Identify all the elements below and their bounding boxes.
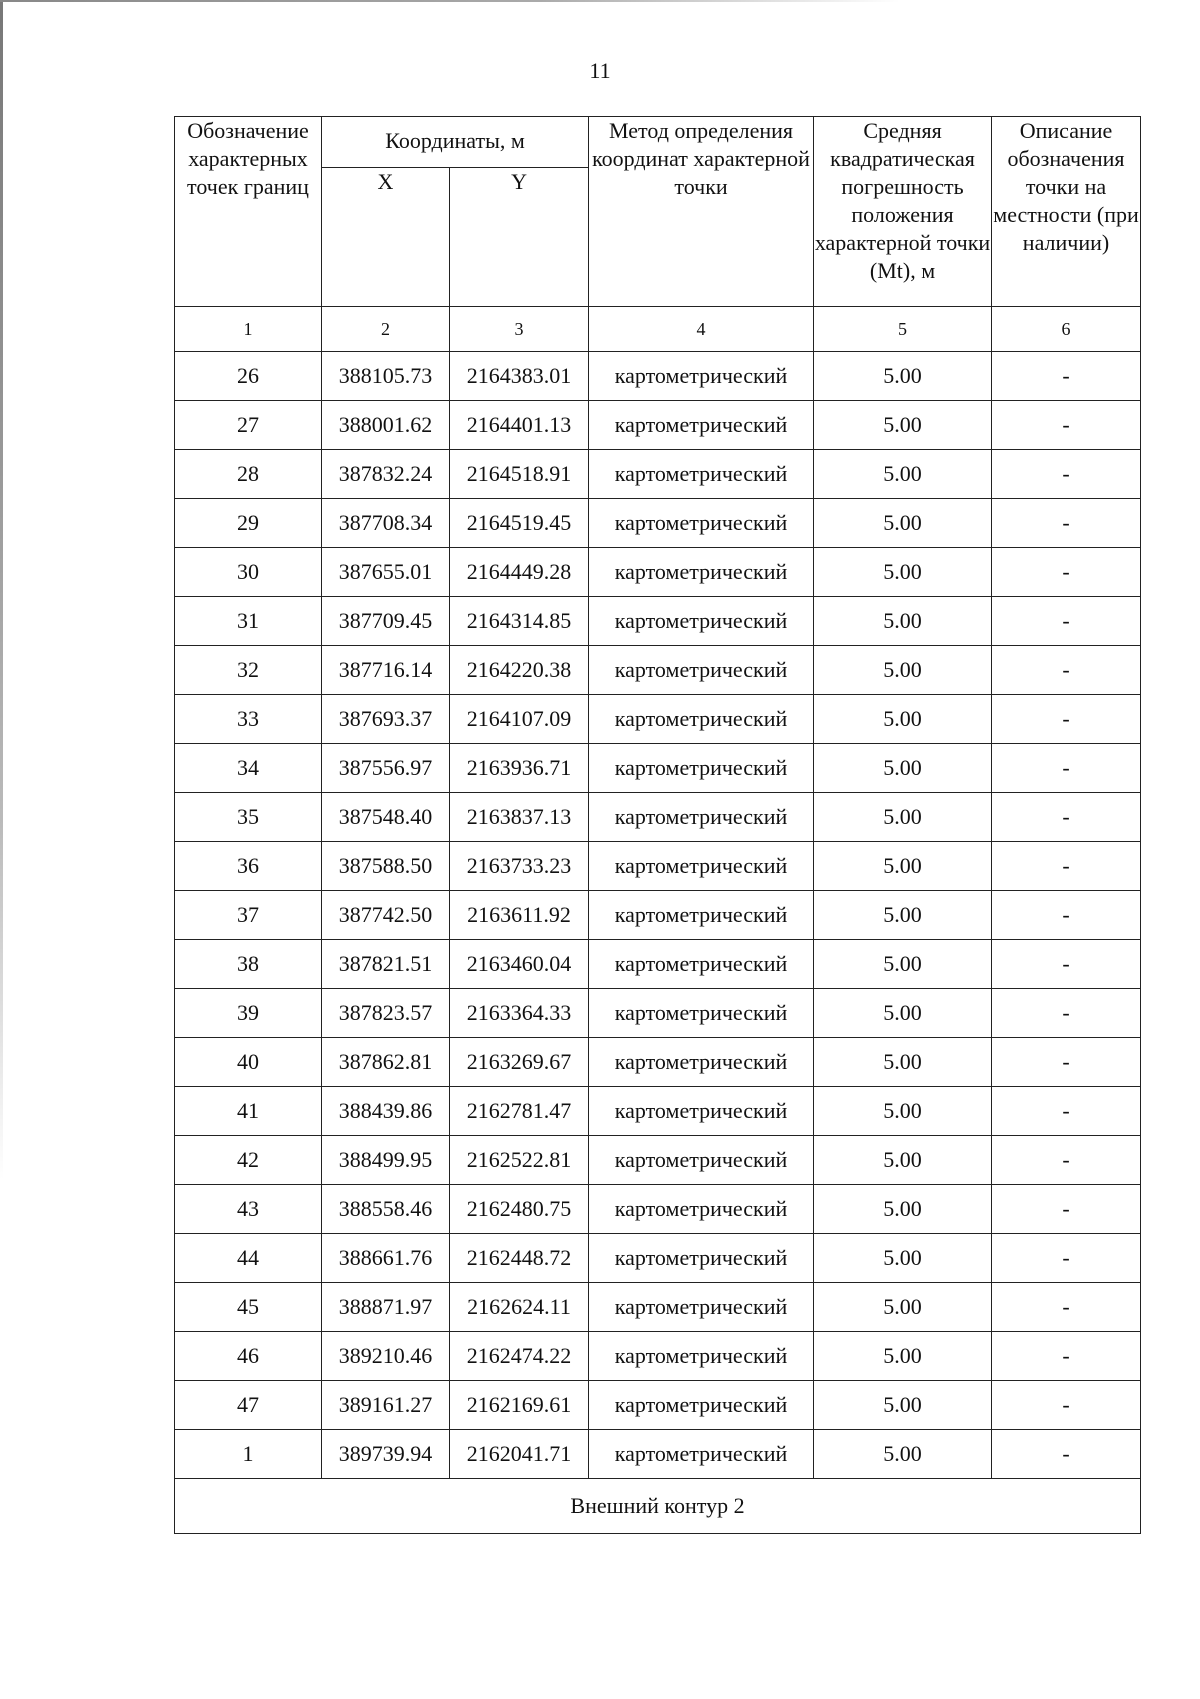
cell-error: 5.00 <box>814 1332 992 1381</box>
cell-y: 2162041.71 <box>450 1430 589 1479</box>
table-row <box>175 401 1141 450</box>
cell-description: - <box>992 401 1141 450</box>
cell-description: - <box>992 1087 1141 1136</box>
cell-description: - <box>992 842 1141 891</box>
cell-description: - <box>992 1136 1141 1185</box>
cell-y: 2164220.38 <box>450 646 589 695</box>
cell-error: 5.00 <box>814 1087 992 1136</box>
cell-description: - <box>992 793 1141 842</box>
cell-method: картометрический <box>589 744 814 793</box>
cell-description: - <box>992 1332 1141 1381</box>
cell-y: 2164518.91 <box>450 450 589 499</box>
column-number-row <box>175 307 1141 352</box>
cell-method: картометрический <box>589 1381 814 1430</box>
cell-method: картометрический <box>589 1038 814 1087</box>
cell-error: 5.00 <box>814 744 992 793</box>
cell-point: 40 <box>175 1038 322 1087</box>
table-row <box>175 793 1141 842</box>
cell-error: 5.00 <box>814 891 992 940</box>
table-row <box>175 1283 1141 1332</box>
coordinates-table <box>174 116 1141 1534</box>
table-row <box>175 744 1141 793</box>
column-number: 5 <box>814 307 992 352</box>
cell-y: 2163460.04 <box>450 940 589 989</box>
cell-method: картометрический <box>589 597 814 646</box>
table-row <box>175 842 1141 891</box>
cell-x: 387832.24 <box>322 450 450 499</box>
cell-y: 2163733.23 <box>450 842 589 891</box>
cell-error: 5.00 <box>814 1234 992 1283</box>
cell-error: 5.00 <box>814 548 992 597</box>
cell-y: 2164449.28 <box>450 548 589 597</box>
table-row <box>175 1038 1141 1087</box>
cell-error: 5.00 <box>814 793 992 842</box>
table-row <box>175 1430 1141 1479</box>
cell-error: 5.00 <box>814 1136 992 1185</box>
cell-x: 388558.46 <box>322 1185 450 1234</box>
scan-edge-top <box>0 0 900 2</box>
cell-method: картометрический <box>589 1332 814 1381</box>
table-body <box>175 352 1141 1479</box>
cell-description: - <box>992 989 1141 1038</box>
cell-error: 5.00 <box>814 842 992 891</box>
header-error: Средняя квадратическая погрешность положения характерной точки (Mt), м <box>814 117 992 307</box>
cell-method: картометрический <box>589 793 814 842</box>
cell-point: 46 <box>175 1332 322 1381</box>
column-number: 2 <box>322 307 450 352</box>
cell-x: 389161.27 <box>322 1381 450 1430</box>
cell-x: 389210.46 <box>322 1332 450 1381</box>
cell-description: - <box>992 1038 1141 1087</box>
cell-x: 388871.97 <box>322 1283 450 1332</box>
cell-x: 387693.37 <box>322 695 450 744</box>
cell-method: картометрический <box>589 989 814 1038</box>
column-number: 6 <box>992 307 1141 352</box>
contour-row <box>175 1479 1141 1534</box>
table-row <box>175 1234 1141 1283</box>
cell-method: картометрический <box>589 1136 814 1185</box>
cell-y: 2164107.09 <box>450 695 589 744</box>
cell-method: картометрический <box>589 1283 814 1332</box>
cell-method: картометрический <box>589 499 814 548</box>
table-row <box>175 1185 1141 1234</box>
header-point: Обозначение характерных точек границ <box>175 117 322 307</box>
cell-description: - <box>992 352 1141 401</box>
cell-error: 5.00 <box>814 1185 992 1234</box>
column-number: 3 <box>450 307 589 352</box>
cell-description: - <box>992 548 1141 597</box>
cell-error: 5.00 <box>814 989 992 1038</box>
table-row <box>175 989 1141 1038</box>
cell-y: 2162624.11 <box>450 1283 589 1332</box>
table-row <box>175 940 1141 989</box>
cell-y: 2163611.92 <box>450 891 589 940</box>
cell-point: 26 <box>175 352 322 401</box>
cell-description: - <box>992 695 1141 744</box>
cell-point: 45 <box>175 1283 322 1332</box>
cell-x: 387862.81 <box>322 1038 450 1087</box>
cell-point: 39 <box>175 989 322 1038</box>
cell-description: - <box>992 646 1141 695</box>
cell-y: 2162781.47 <box>450 1087 589 1136</box>
page-number: 11 <box>589 58 611 83</box>
cell-error: 5.00 <box>814 499 992 548</box>
cell-point: 34 <box>175 744 322 793</box>
cell-point: 37 <box>175 891 322 940</box>
cell-y: 2162448.72 <box>450 1234 589 1283</box>
cell-x: 387821.51 <box>322 940 450 989</box>
cell-error: 5.00 <box>814 695 992 744</box>
table-row <box>175 646 1141 695</box>
cell-point: 42 <box>175 1136 322 1185</box>
cell-point: 27 <box>175 401 322 450</box>
cell-point: 32 <box>175 646 322 695</box>
cell-method: картометрический <box>589 1185 814 1234</box>
cell-method: картометрический <box>589 646 814 695</box>
table-row <box>175 1087 1141 1136</box>
cell-error: 5.00 <box>814 1038 992 1087</box>
cell-point: 1 <box>175 1430 322 1479</box>
cell-description: - <box>992 499 1141 548</box>
cell-point: 30 <box>175 548 322 597</box>
cell-point: 29 <box>175 499 322 548</box>
table-row <box>175 1332 1141 1381</box>
table-row <box>175 891 1141 940</box>
cell-error: 5.00 <box>814 401 992 450</box>
cell-description: - <box>992 1430 1141 1479</box>
table-row <box>175 597 1141 646</box>
cell-point: 47 <box>175 1381 322 1430</box>
cell-y: 2163364.33 <box>450 989 589 1038</box>
column-number: 1 <box>175 307 322 352</box>
cell-error: 5.00 <box>814 1381 992 1430</box>
cell-x: 389739.94 <box>322 1430 450 1479</box>
header-y: Y <box>450 168 589 307</box>
cell-method: картометрический <box>589 842 814 891</box>
cell-y: 2163837.13 <box>450 793 589 842</box>
cell-method: картометрический <box>589 1234 814 1283</box>
cell-x: 388105.73 <box>322 352 450 401</box>
cell-method: картометрический <box>589 940 814 989</box>
column-number: 4 <box>589 307 814 352</box>
cell-error: 5.00 <box>814 1430 992 1479</box>
cell-x: 387716.14 <box>322 646 450 695</box>
cell-y: 2162169.61 <box>450 1381 589 1430</box>
table-row <box>175 499 1141 548</box>
cell-x: 388439.86 <box>322 1087 450 1136</box>
cell-y: 2164383.01 <box>450 352 589 401</box>
cell-point: 35 <box>175 793 322 842</box>
cell-y: 2162480.75 <box>450 1185 589 1234</box>
cell-x: 387556.97 <box>322 744 450 793</box>
cell-x: 387742.50 <box>322 891 450 940</box>
cell-error: 5.00 <box>814 352 992 401</box>
cell-method: картометрический <box>589 401 814 450</box>
cell-error: 5.00 <box>814 646 992 695</box>
cell-error: 5.00 <box>814 597 992 646</box>
cell-point: 31 <box>175 597 322 646</box>
cell-method: картометрический <box>589 548 814 597</box>
cell-y: 2162474.22 <box>450 1332 589 1381</box>
cell-point: 36 <box>175 842 322 891</box>
cell-method: картометрический <box>589 450 814 499</box>
cell-point: 43 <box>175 1185 322 1234</box>
cell-description: - <box>992 1381 1141 1430</box>
cell-x: 387655.01 <box>322 548 450 597</box>
header-method: Метод определения координат характерной точки <box>589 117 814 307</box>
cell-description: - <box>992 891 1141 940</box>
cell-y: 2164401.13 <box>450 401 589 450</box>
cell-description: - <box>992 1185 1141 1234</box>
cell-y: 2162522.81 <box>450 1136 589 1185</box>
cell-description: - <box>992 744 1141 793</box>
table-row <box>175 352 1141 401</box>
cell-x: 387588.50 <box>322 842 450 891</box>
cell-x: 387548.40 <box>322 793 450 842</box>
cell-x: 387823.57 <box>322 989 450 1038</box>
cell-error: 5.00 <box>814 1283 992 1332</box>
cell-method: картометрический <box>589 891 814 940</box>
cell-x: 387708.34 <box>322 499 450 548</box>
header-description: Описание обозначения точки на местности (при наличии) <box>992 117 1141 307</box>
cell-description: - <box>992 1283 1141 1332</box>
cell-description: - <box>992 1234 1141 1283</box>
table-row <box>175 1136 1141 1185</box>
header-x: X <box>322 168 450 307</box>
scan-edge-left <box>0 0 3 1180</box>
cell-method: картометрический <box>589 695 814 744</box>
cell-point: 28 <box>175 450 322 499</box>
header-coordinates: Координаты, м <box>322 117 589 168</box>
cell-point: 38 <box>175 940 322 989</box>
cell-x: 388661.76 <box>322 1234 450 1283</box>
cell-method: картометрический <box>589 1087 814 1136</box>
table-row <box>175 450 1141 499</box>
cell-description: - <box>992 597 1141 646</box>
table-row <box>175 695 1141 744</box>
table-row <box>175 548 1141 597</box>
cell-error: 5.00 <box>814 940 992 989</box>
cell-point: 44 <box>175 1234 322 1283</box>
cell-point: 33 <box>175 695 322 744</box>
cell-description: - <box>992 450 1141 499</box>
contour-label: Внешний контур 2 <box>175 1479 1141 1534</box>
cell-y: 2163269.67 <box>450 1038 589 1087</box>
cell-description: - <box>992 940 1141 989</box>
cell-y: 2164314.85 <box>450 597 589 646</box>
cell-point: 41 <box>175 1087 322 1136</box>
cell-x: 387709.45 <box>322 597 450 646</box>
cell-x: 388001.62 <box>322 401 450 450</box>
cell-error: 5.00 <box>814 450 992 499</box>
table-row <box>175 1381 1141 1430</box>
cell-x: 388499.95 <box>322 1136 450 1185</box>
cell-y: 2164519.45 <box>450 499 589 548</box>
cell-method: картометрический <box>589 1430 814 1479</box>
cell-y: 2163936.71 <box>450 744 589 793</box>
cell-method: картометрический <box>589 352 814 401</box>
